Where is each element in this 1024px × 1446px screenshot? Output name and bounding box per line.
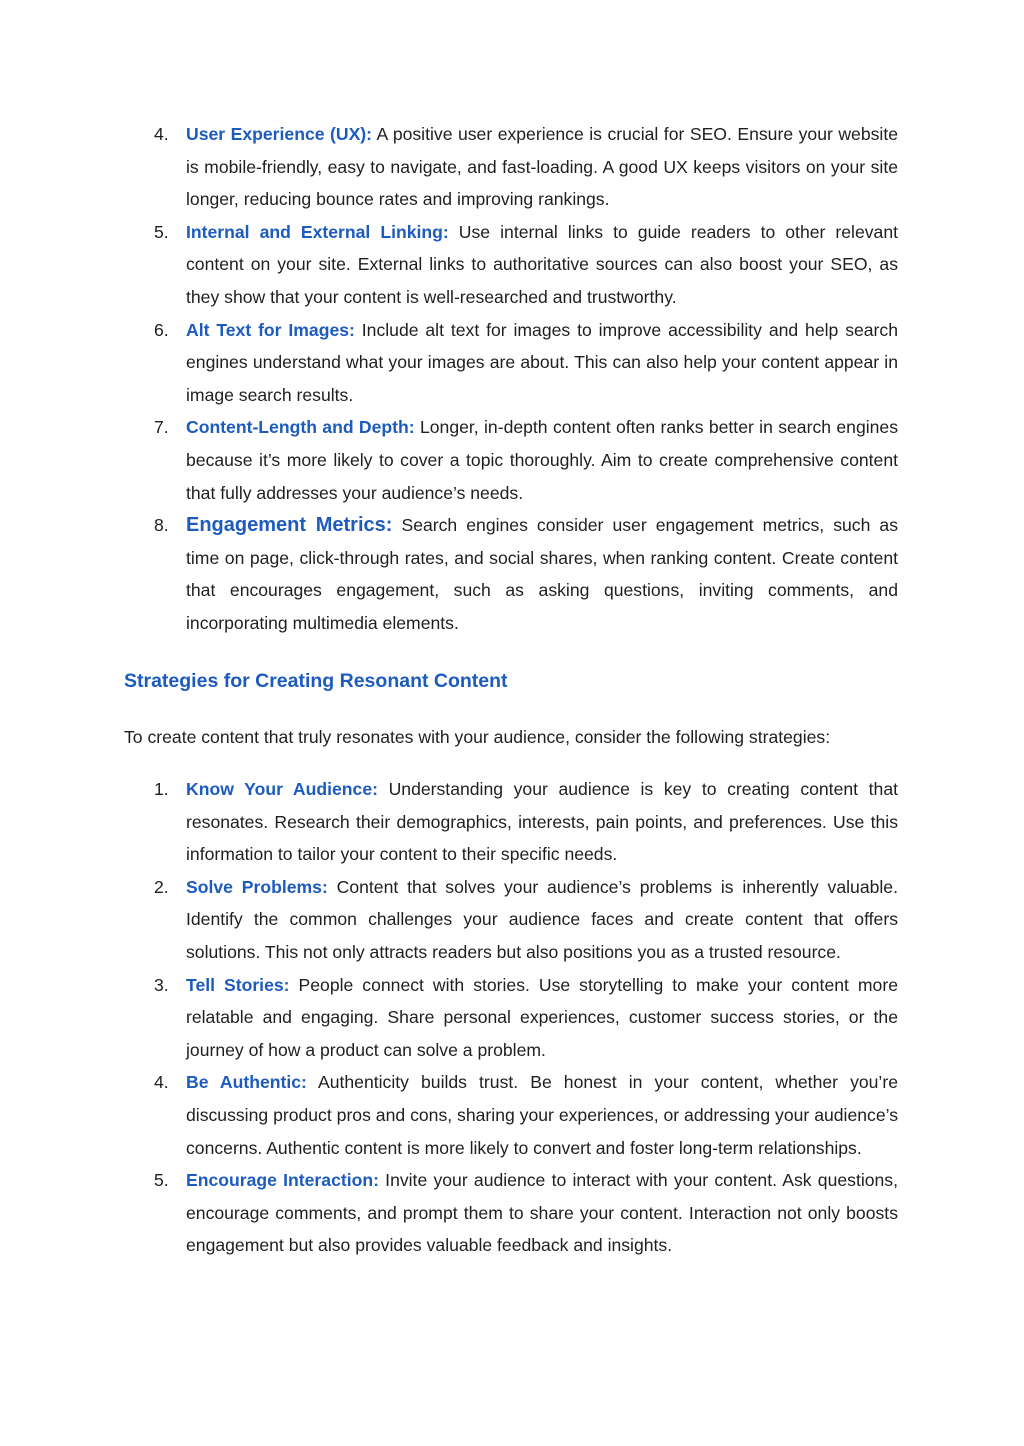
list-text: Include alt text for images to improve accessibility and help search engines understand what your images are about. This can also help your content appear in image search results.: [186, 319, 898, 405]
list-text: Use internal links to guide readers to other relevant content on your site. External links to authoritative sources can also boost your SEO, as they show that your content is well-researched and trustworthy.: [186, 221, 898, 307]
list-text: Longer, in-depth content often ranks better in search engines because it’s more likely to cover a topic thoroughly. Aim to create comprehensive content that fully addresses your audience’s needs.: [186, 417, 898, 503]
list-text: People connect with stories. Use storytelling to make your content more relatable and engaging. Share personal experiences, customer success stories, or the journey of how a product can solve a problem.: [186, 974, 898, 1060]
strategies-list: [124, 773, 898, 1262]
list-number: 1.: [154, 779, 169, 799]
list-term: Engagement Metrics:: [186, 514, 393, 537]
list-item: [124, 411, 898, 509]
list-item: [124, 871, 898, 969]
list-text: Authenticity builds trust. Be honest in your content, whether you’re discussing product pros and cons, sharing your experiences, or addressing your audience’s concerns. Authentic content is more likely to convert and foster long-term relationships.: [186, 1072, 898, 1158]
list-text: Invite your audience to interact with your content. Ask questions, encourage comments, and prompt them to share your content. Interaction not only boosts engagement but also provides valuable feedback and insights.: [186, 1170, 898, 1256]
section-intro: To create content that truly resonates with your audience, consider the following strategies:: [124, 727, 831, 747]
list-number: 5.: [154, 1170, 169, 1191]
list-number: 7.: [154, 417, 169, 438]
list-item: [124, 1066, 898, 1164]
list-number: 2.: [154, 876, 169, 897]
list-number: 5.: [154, 221, 169, 242]
list-item: [124, 314, 898, 412]
section-heading: Strategies for Creating Resonant Content: [124, 670, 508, 692]
list-term: Encourage Interaction:: [186, 1170, 379, 1191]
seo-factors-list: [124, 118, 898, 640]
list-text: Search engines consider user engagement metrics, such as time on page, click-through rates, and social shares, when ranking content. Create content that encourages engagement, such as asking questions, inviting comments, and incorporating multimedia elements.: [186, 515, 898, 633]
list-number: 6.: [154, 319, 169, 340]
list-text: Content that solves your audience’s problems is inherently valuable. Identify the common challenges your audience faces and create content that offers solutions. This not only attracts readers but also positions you as a trusted resource.: [186, 876, 898, 962]
list-item: [124, 1164, 898, 1262]
list-number: 3.: [154, 974, 169, 995]
list-number: 8.: [154, 515, 169, 536]
list-term: Be Authentic:: [186, 1072, 307, 1093]
list-term: Know Your Audience:: [186, 779, 378, 799]
list-term: Solve Problems:: [186, 876, 328, 897]
list-item: [124, 118, 898, 216]
list-term: Alt Text for Images:: [186, 319, 355, 340]
list-text: A positive user experience is crucial for SEO. Ensure your website is mobile-friendly, easy to navigate, and fast-loading. A good UX keeps visitors on your site longer, reducing bounce rates and improving rankings.: [186, 124, 898, 210]
list-number: 4.: [154, 1072, 169, 1093]
list-item: [124, 773, 898, 871]
list-text: Understanding your audience is key to creating content that resonates. Research their demographics, interests, pain points, and preferences. Use this information to tailor your content to their specific needs.: [186, 779, 898, 865]
list-item: [124, 969, 898, 1067]
list-term: Internal and External Linking:: [186, 221, 449, 242]
list-term: Content-Length and Depth:: [186, 417, 415, 438]
list-number: 4.: [154, 124, 169, 144]
list-term: Tell Stories:: [186, 974, 290, 995]
list-term: User Experience (UX):: [186, 124, 373, 144]
list-item: [124, 216, 898, 314]
list-item: [124, 509, 898, 639]
